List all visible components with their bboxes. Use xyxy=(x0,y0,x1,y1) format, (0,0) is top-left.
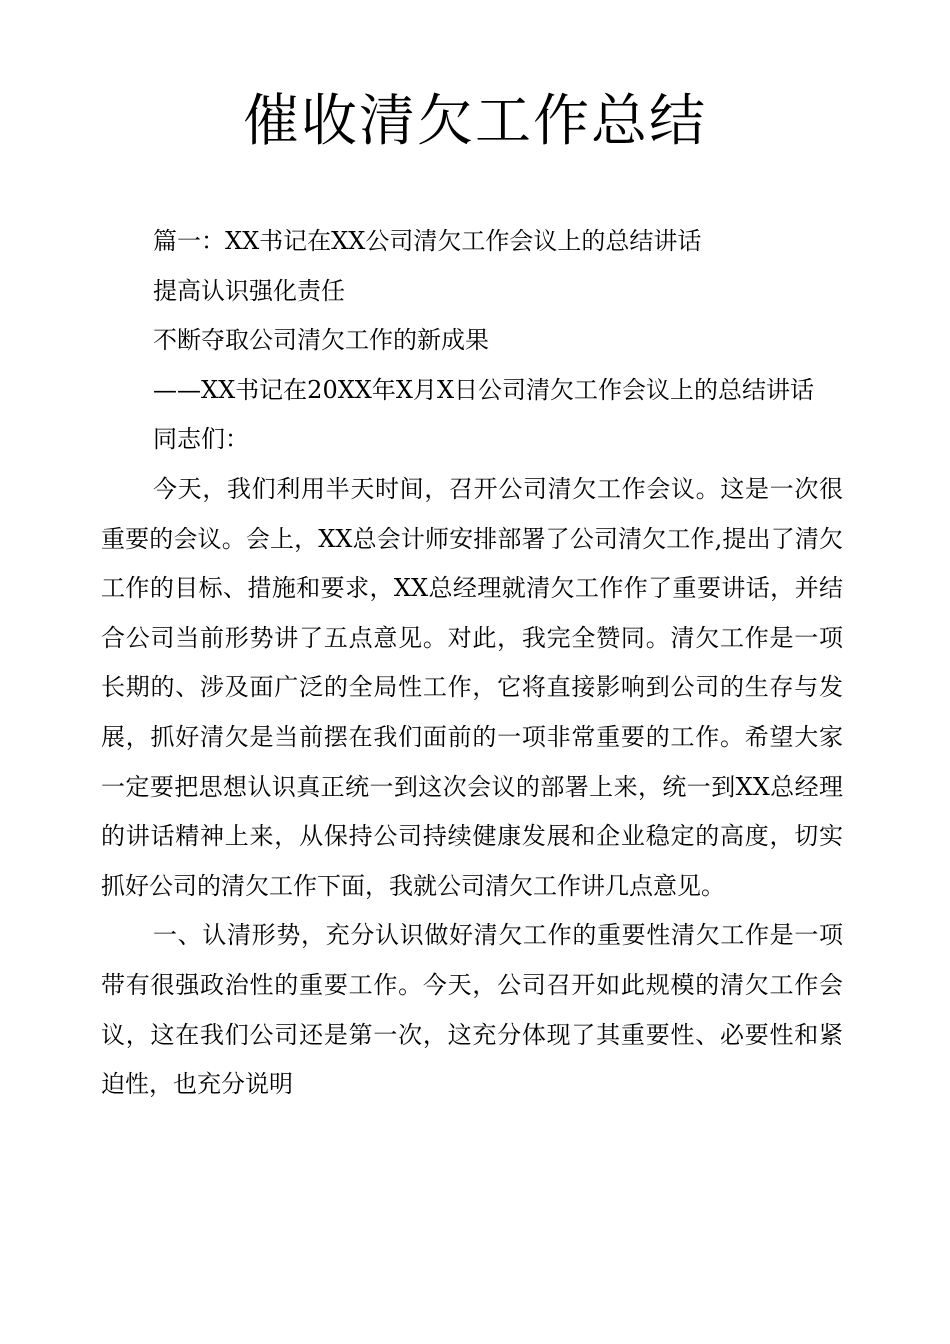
paragraph-heading-part-one: 篇一：XX书记在XX公司清欠工作会议上的总结讲话 xyxy=(153,227,702,255)
paragraph-speech-attribution: ——XX书记在20XX年X月X日公司清欠工作会议上的总结讲话 xyxy=(153,375,815,404)
paragraph-subtitle-1: 提高认识强化责任 xyxy=(153,276,345,305)
document-body xyxy=(101,217,843,1110)
paragraph-body-1: 今天，我们利用半天时间，召开公司清欠工作会议。这是一次很重要的会议。会上，XX总会计师安排部署了公司清欠工作,提出了清欠工作的目标、措施和要求，XX总经理就清欠工作作了重要讲话，并结合公司当前形势讲了五点意见。对此，我完全赞同。清欠工作是一项长期的、涉及面广泛的全局性工作，它将直接影响到公司的生存与发展，抓好清欠是当前摆在我们面前的一项非常重要的工作。希望大家一定要把思想认识真正统一到这次会议的部署上来，统一到XX总经理的讲话精神上来，从保持公司持续健康发展和企业稳定的高度，切实抓好公司的清欠工作下面，我就公司清欠工作讲几点意见。 xyxy=(101,474,843,900)
paragraph-salutation: 同志们： xyxy=(153,425,249,454)
paragraph-body-2: 一、认清形势，充分认识做好清欠工作的重要性清欠工作是一项带有很强政治性的重要工作。今天，公司召开如此规模的清欠工作会议，这在我们公司还是第一次，这充分体现了其重要性、必要性和紧迫性，也充分说明 xyxy=(101,921,843,1099)
paragraph-subtitle-2: 不断夺取公司清欠工作的新成果 xyxy=(153,326,489,355)
document-title: 催收清欠工作总结 xyxy=(243,89,707,154)
